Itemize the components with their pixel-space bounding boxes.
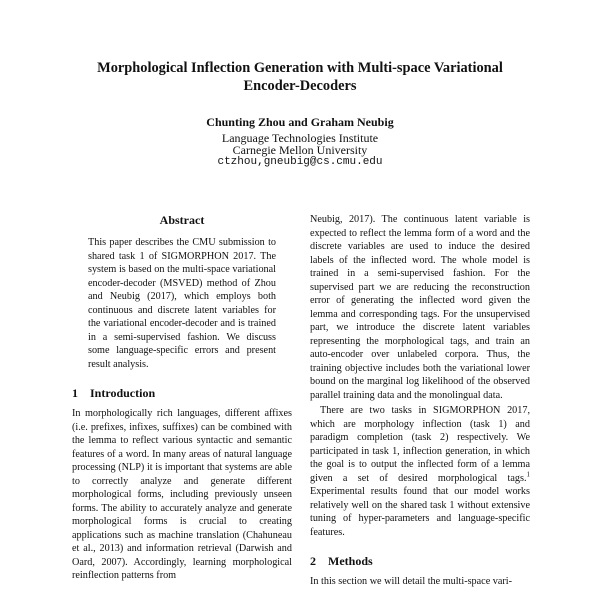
affiliation-institute: Language Technologies Institute: [221, 131, 379, 145]
author-email: ctzhou,gneubig@cs.cmu.edu: [217, 156, 383, 168]
right-paragraph-2-text: There are two tasks in SIGMORPHON 2017, which are morphology inflection (task 1) and paradigm completion (task 2) respectively. We participated in task 1, inflection generation, in which the goal is to output the inflected form of a lemma given a set of desired morphological tags.: [310, 405, 530, 484]
abstract-heading: Abstract: [159, 213, 205, 227]
introduction-title: Introduction: [90, 386, 156, 400]
paper-title: [60, 59, 540, 95]
right-column: [310, 213, 530, 589]
introduction-heading: [72, 385, 292, 401]
methods-heading: [310, 553, 530, 569]
methods-title: Methods: [328, 554, 373, 568]
left-column: [72, 212, 292, 583]
methods-text: In this section we will detail the multi-space vari-: [310, 576, 512, 587]
right-paragraph-1: Neubig, 2017). The continuous latent variable is expected to reflect the lemma form of a word and the discrete variables are used to induce the desired labels of the inflected word. The whole model is trained in a semi-supervised fashion. For the supervised part we are reducing the reconstruction error of generating the inflected word given the lemma and corresponding tags. For the unsupervised part, we introduce the discrete latent variables representing the morphological tags, and train an auto-encoder over unlabeled corpora. Thus, the training objective includes both the variational lower bound on the marginal log likelihood of the observed parallel training data and the monolingual data.: [310, 214, 530, 401]
right-paragraph-2: [310, 404, 530, 539]
author-names: Chunting Zhou and Graham Neubig: [206, 115, 394, 129]
abstract-text: This paper describes the CMU submission to shared task 1 of SIGMORPHON 2017. The system is based on the multi-space variational encoder-decoder (MSVED) method of Zhou and Neubig (2017), which employs both continuous and discrete latent variables for the variational encoder-decoder and is trained in a semi-supervised fashion. We discuss some language-specific errors and present result analysis.: [88, 237, 276, 370]
right-paragraph-2-end: Experimental results found that our model works relatively well on the shared task 1 without extensive tuning of hyper-parameters and language-specific features.: [310, 486, 530, 538]
introduction-number: 1: [72, 386, 78, 400]
introduction-text: In morphologically rich languages, different affixes (i.e. prefixes, infixes, suffixes) can be combined with the lemma to reflect various syntactic and semantic features of a word. In many areas of natural language processing (NLP) it is important that systems are able to correctly analyze and generate different morphological forms, including previously unseen forms. The ability to accurately analyze and generate morphological forms is crucial to creating applications such as machine translation (Chahuneau et al., 2013) and information retrieval (Darwish and Oard, 2007). Accordingly, learning morphological reinflection patterns from: [72, 408, 292, 581]
methods-number: 2: [310, 554, 316, 568]
footnote-marker: 1: [526, 470, 530, 479]
paper-title-line-1: Morphological Inflection Generation with Multi-space Variational: [97, 60, 503, 76]
affiliation-university: Carnegie Mellon University: [232, 143, 368, 157]
paper-title-line-2: Encoder-Decoders: [243, 78, 357, 94]
